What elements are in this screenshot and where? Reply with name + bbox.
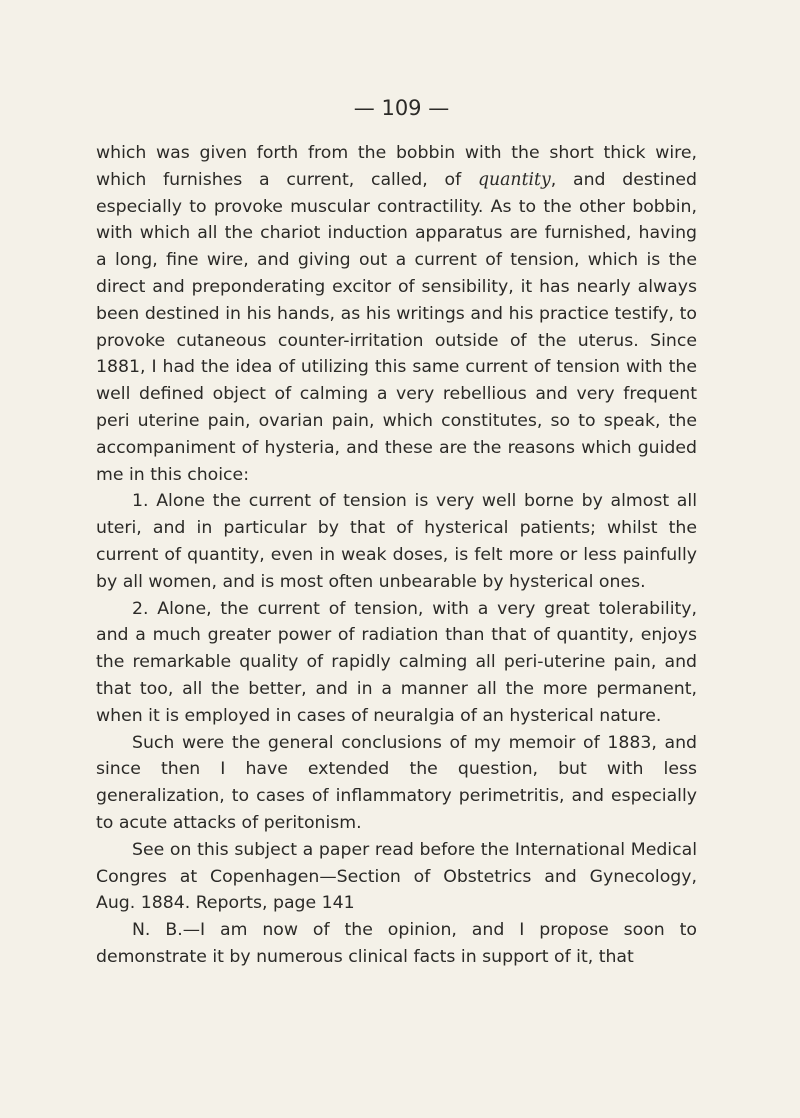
emphasis-quantity: quantity: [477, 169, 551, 190]
paragraph-point-1: 1. Alone the current of tension is very well borne by almost all uteri, and in particular by that of hysterical patients; whilst the current of quantity, even in weak doses, is felt more or less painfully by all women, and is most often unbearable by hysterical ones.: [96, 491, 697, 592]
document-page: [96, 94, 697, 971]
paragraph-conclusions: Such were the general conclusions of my memoir of 1883, and since then I have extended the question, but with less generalization, to cases of inflammatory perimetritis, and especially to acute attacks of peritonism.: [96, 732, 697, 833]
paragraph-text: which was given forth from the bobbin with the short thick wire, which furnishes a current, called, of: [96, 143, 697, 190]
paragraph-text: , and destined especially to provoke muscular contractility. As to the other bobbin, with which all the chariot induction apparatus are furnished, having a long, fine wire, and giving out a current of tension, which is the direct and preponderating excitor of sensibility, it has nearly always been destined in his hands, as his writings and his practice testify, to provoke cutaneous counter-irritation outside of the uterus. Since 1881, I had the idea of utilizing this same current of tension with the well defined object of calming a very rebellious and very frequent peri uterine pain, ovarian pain, which constitutes, so to speak, the accompaniment of hysteria, and these are the reasons which guided me in this choice:: [96, 169, 698, 485]
paragraph-reference: See on this subject a paper read before the International Medical Congres at Copenhagen—Section of Obstetrics and Gynecology, Aug. 1884. Reports, page 141: [96, 839, 697, 914]
paragraph-continuation: [96, 140, 697, 488]
paragraph-note: N. B.—I am now of the opinion, and I propose soon to demonstrate it by numerous clinical facts in support of it, that: [96, 920, 697, 967]
paragraph-point-2: 2. Alone, the current of tension, with a very great tolerability, and a much greater power of radiation than that of quantity, enjoys the remarkable quality of rapidly calming all peri-uterine pain, and that too, all the better, and in a manner all the more permanent, when it is employed in cases of neuralgia of an hysterical nature.: [96, 598, 697, 726]
page-number: — 109 —: [353, 96, 450, 120]
